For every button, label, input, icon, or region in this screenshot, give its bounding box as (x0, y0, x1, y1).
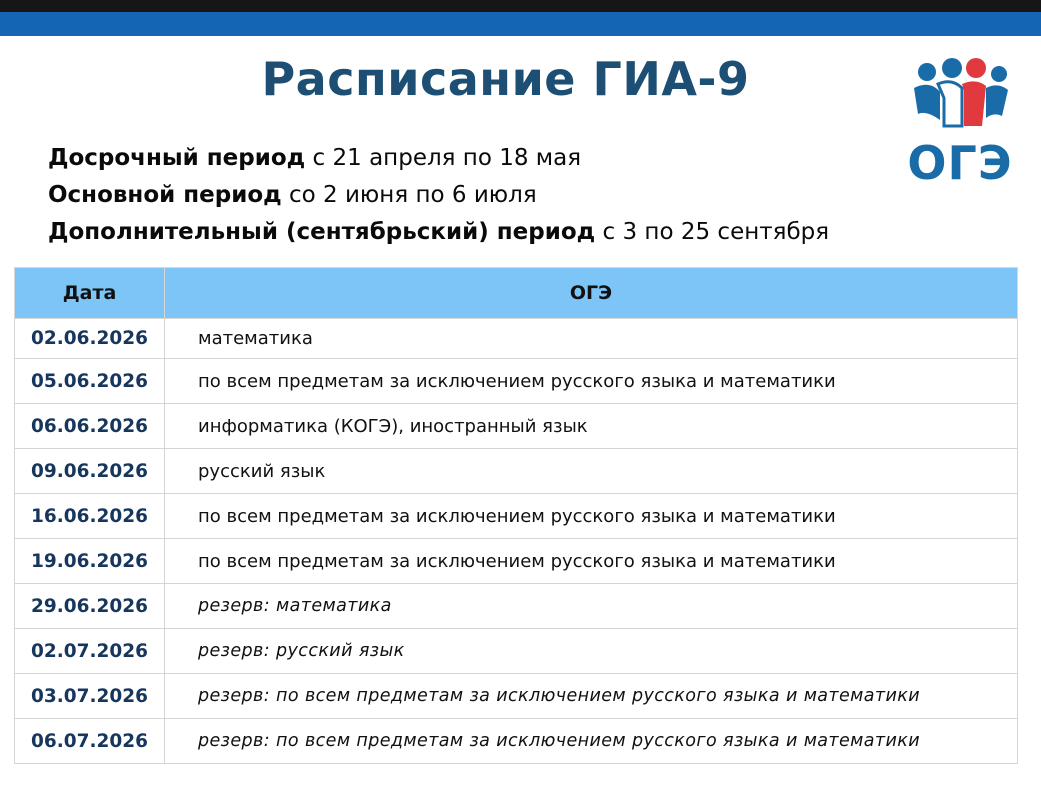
row-date: 16.06.2026 (15, 494, 165, 539)
column-header-date: Дата (15, 268, 165, 319)
row-date: 02.07.2026 (15, 629, 165, 674)
row-subject: по всем предметам за исключением русского языка и математики (165, 539, 1018, 584)
period-early-label: Досрочный период (48, 145, 306, 171)
period-early-dates: с 21 апреля по 18 мая (312, 145, 582, 171)
period-additional-dates: с 3 по 25 сентября (602, 219, 830, 245)
period-additional-label: Дополнительный (сентябрьский) период (48, 219, 596, 245)
people-figures-logo-icon (900, 58, 1020, 133)
page-title (0, 52, 1041, 106)
row-date: 06.06.2026 (15, 404, 165, 449)
row-subject: по всем предметам за исключением русского языка и математики (165, 359, 1018, 404)
period-additional (48, 214, 829, 251)
table-row (15, 719, 1018, 764)
table-row (15, 359, 1018, 404)
table-row (15, 404, 1018, 449)
table-header-row (15, 268, 1018, 319)
top-dark-bar (0, 0, 1041, 12)
top-accent-bar (0, 12, 1041, 36)
row-date: 03.07.2026 (15, 674, 165, 719)
periods-list (48, 140, 829, 251)
table-row (15, 319, 1018, 359)
row-date: 06.07.2026 (15, 719, 165, 764)
logo-text: ОГЭ (907, 136, 1013, 190)
row-date: 09.06.2026 (15, 449, 165, 494)
table-row (15, 629, 1018, 674)
row-date: 19.06.2026 (15, 539, 165, 584)
column-header-exam: ОГЭ (165, 268, 1018, 319)
row-subject: информатика (КОГЭ), иностранный язык (165, 404, 1018, 449)
period-early (48, 140, 829, 177)
table-row (15, 674, 1018, 719)
row-subject-reserve: резерв: по всем предметам за исключением русского языка и математики (165, 719, 1018, 764)
period-main (48, 177, 829, 214)
row-subject: русский язык (165, 449, 1018, 494)
row-subject-reserve: резерв: математика (165, 584, 1018, 629)
row-date: 02.06.2026 (15, 319, 165, 359)
table-row (15, 584, 1018, 629)
table-row (15, 539, 1018, 584)
table-row (15, 449, 1018, 494)
page-title-text: Расписание ГИА-9 (261, 52, 750, 106)
row-subject-reserve: резерв: русский язык (165, 629, 1018, 674)
oge-logo (900, 58, 1020, 198)
row-subject: по всем предметам за исключением русского языка и математики (165, 494, 1018, 539)
period-main-label: Основной период (48, 182, 282, 208)
period-main-dates: со 2 июня по 6 июля (289, 182, 537, 208)
row-subject: математика (165, 319, 1018, 359)
row-date: 29.06.2026 (15, 584, 165, 629)
table-row (15, 494, 1018, 539)
schedule-table (14, 267, 1018, 764)
row-date: 05.06.2026 (15, 359, 165, 404)
row-subject-reserve: резерв: по всем предметам за исключением русского языка и математики (165, 674, 1018, 719)
